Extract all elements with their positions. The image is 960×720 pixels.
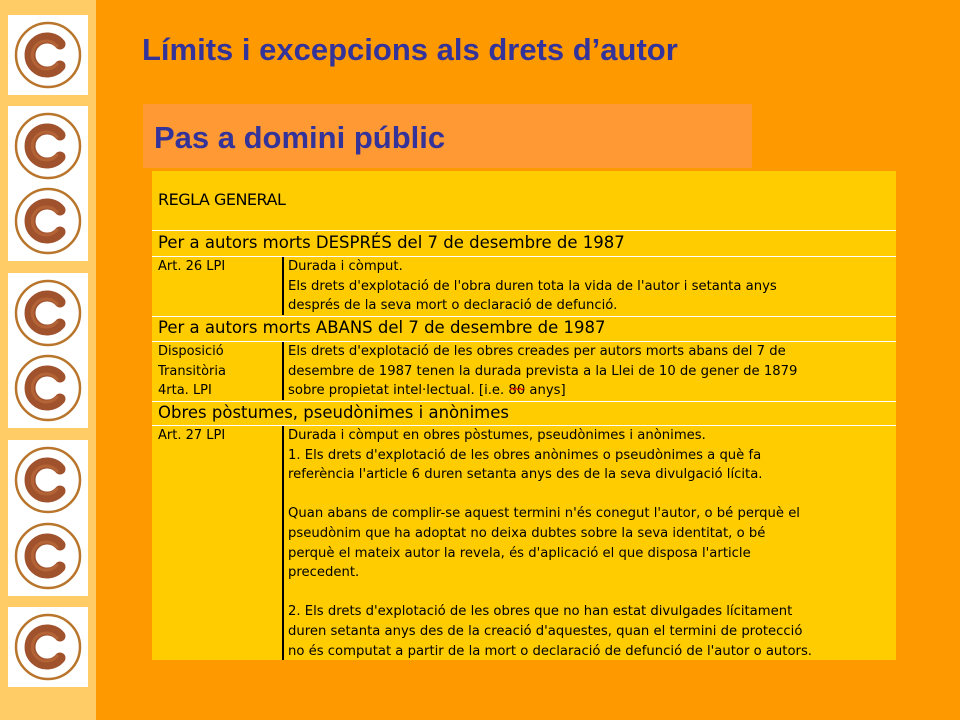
copyright-logo-icon: [8, 607, 88, 687]
article-text: Durada i còmput en obres pòstumes, pseudònimes i anònimes. 1. Els drets d'explotació de les obres anònimes o pseudònimes a què fa referència l'article 6 duren setanta anys des de la seva divulgació lícita. Quan abans de complir-se aquest termini n'és conegut l'autor, o bé perquè el pseudònim que ha adoptat no deixa dubtes sobre la seva identitat, o bé perquè el mateix autor la revela, és d'aplicació el que disposa l'article precedent. 2. Els drets d'explotació de les obres que no han estat divulgades lícitament duren setanta anys des de la creació d'aquestes, quan el termini de protecció no és computat a partir de la mort o declaració de defunció de l'autor o autors.: [288, 428, 813, 659]
section-heading: Per a autors morts DESPRÉS del 7 de desembre de 1987: [158, 233, 625, 252]
column-divider: [282, 257, 284, 315]
spellcheck-squiggle: [510, 387, 524, 392]
copyright-logo-icon: [8, 440, 88, 520]
subtitle-banner: [143, 104, 752, 168]
article-reference: Disposició Transitòria 4rta. LPI: [158, 344, 226, 399]
section-heading: Obres pòstumes, pseudònimes i anònimes: [158, 403, 509, 422]
copyright-logo-icon: [8, 15, 88, 95]
column-divider: [282, 426, 284, 660]
article-text: Durada i còmput. Els drets d'explotació de l'obra duren tota la vida de l'autor i setanta anys després de la seva mort o declaració de defunció.: [288, 259, 777, 314]
article-reference: Art. 26 LPI: [158, 259, 226, 274]
column-divider: [282, 342, 284, 400]
row-divider: [152, 316, 896, 317]
left-decorative-strip: [0, 0, 96, 720]
copyright-logo-icon: [8, 106, 88, 186]
subtitle-text: Pas a domini públic: [154, 120, 446, 155]
article-text: Els drets d'explotació de les obres creades per autors morts abans del 7 de desembre de 1987 tenen la durada prevista a la Llei de 10 de gener de 1879 sobre propietat intel·lectual. [i.e. 80 anys]: [288, 344, 798, 399]
section-heading: Per a autors morts ABANS del 7 de desembre de 1987: [158, 318, 606, 337]
copyright-logo-icon: [8, 348, 88, 428]
copyright-logo-icon: [8, 181, 88, 261]
rules-table: [152, 171, 896, 660]
article-reference: Art. 27 LPI: [158, 428, 226, 443]
copyright-logo-icon: [8, 516, 88, 596]
general-rule-heading: REGLA GENERAL: [158, 190, 286, 209]
row-divider: [152, 401, 896, 402]
copyright-logo-icon: [8, 273, 88, 353]
row-divider: [152, 230, 896, 231]
slide-title: Límits i excepcions als drets d’autor: [142, 32, 678, 67]
